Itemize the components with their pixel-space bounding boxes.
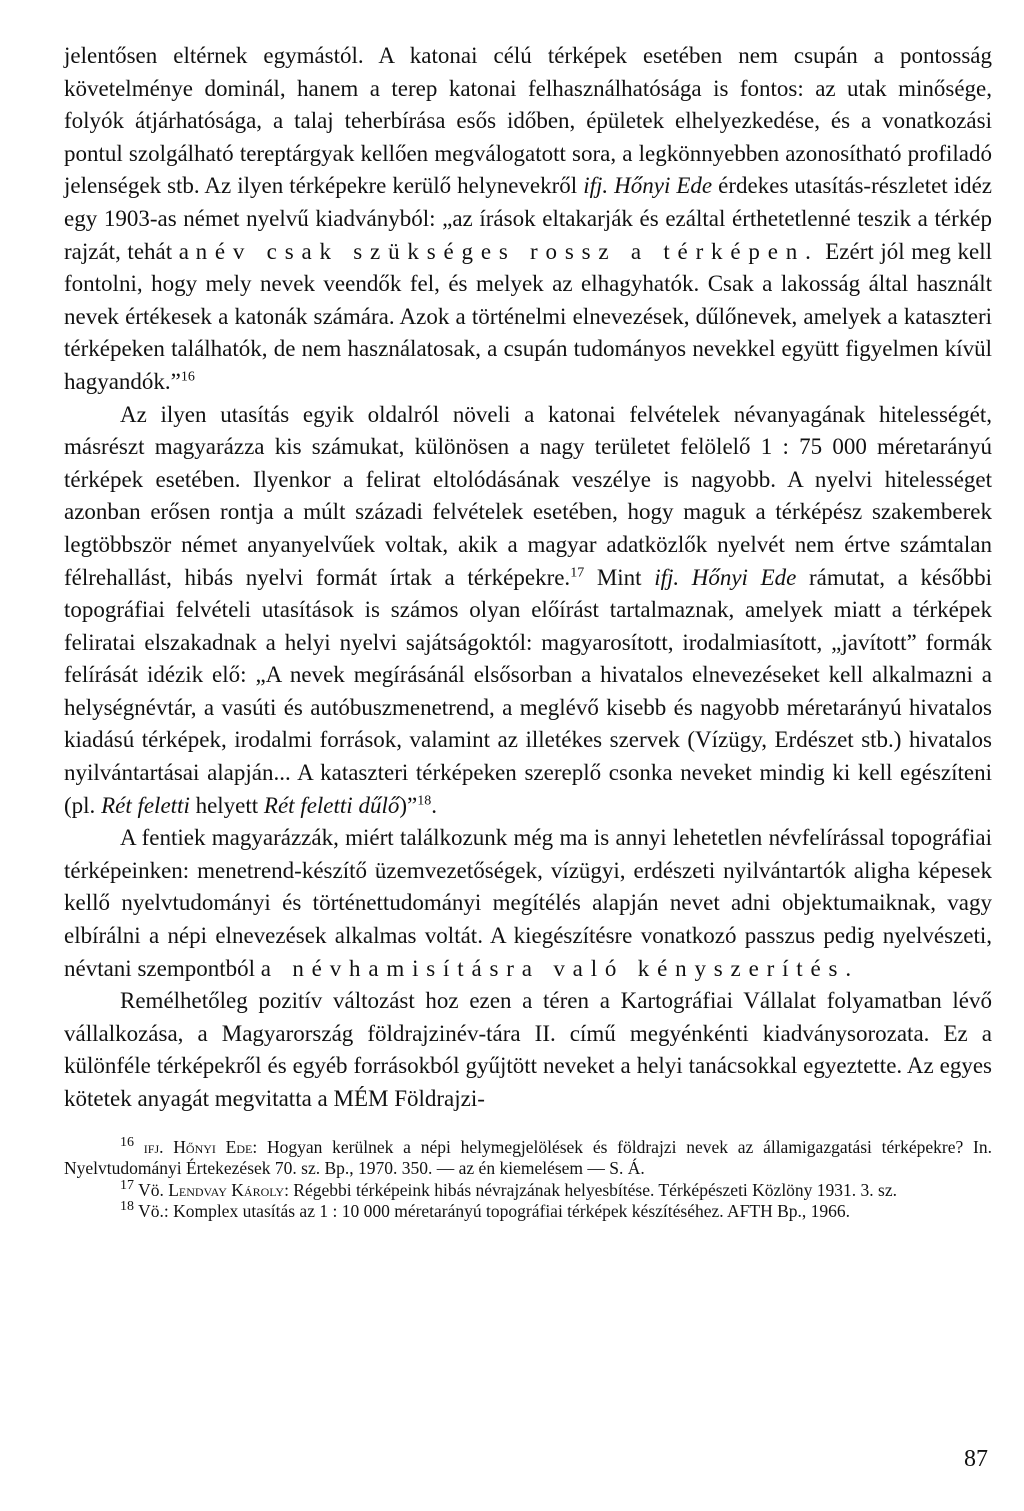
- footnote-prefix: Vö.: [138, 1179, 169, 1200]
- footnote-17: [64, 1177, 992, 1202]
- footnote-18: [64, 1201, 992, 1223]
- footnote-number: 18: [120, 1199, 134, 1215]
- main-text: [64, 40, 992, 1116]
- paragraph-1: [64, 40, 992, 399]
- footnote-text: Vö.: Komplex utasítás az 1 : 10 000 méretarányú topográfiai térképek készítéséhez. AFTH Bp., 1966.: [138, 1201, 851, 1222]
- footnote-text: : Hogyan kerülnek a népi helymegjelölések és földrajzi nevek az államigazgatási térképekre? In. Nyelvtudományi Értekezések 70. sz. Bp., 1970. 350. — az én kiemelésem — S. Á.: [64, 1136, 992, 1179]
- author-name: ifj. Hőnyi Ede: [654, 564, 797, 590]
- emphasized-text: a névhamisításra való kényszerítés.: [260, 955, 859, 981]
- emphasized-text: név csak szükséges rossz a térképen.: [195, 238, 819, 264]
- paragraph-2: [64, 399, 992, 823]
- page-number: 87: [964, 1446, 988, 1472]
- text-run: Remélhetőleg pozitív változást hoz ezen a téren a Kartográfiai Vállalat folyamatban lévő vállalkozása, a Magyarország földrajzinév-tára II. című megyénkénti kiadványsorozata. Ez a különféle térképekről és egyéb forrásokból gyűjtött neveket a helyi tanácsokkal egyeztette. Az egyes kötetek anyagát megvitatta a MÉM Földrajzi-: [64, 988, 992, 1111]
- text-run: A fentiek magyarázzák, miért találkozunk még ma is annyi lehetetlen névfelírással topográfiai térképeinken: menetrend-készítő üzemvezetőségek, vízügyi, erdészeti nyilvántartók aligha képesek kellő nyelvtudományi és történettudományi megítélés alapján nevet adni objektumaiknak, vagy elbírálni a népi elnevezések alkalmas voltát. A kiegészítésre vonatkozó passzus pedig nyelvészeti, névtani szempontból: [64, 825, 992, 981]
- author-name: ifj. Hőnyi Ede: [583, 173, 713, 199]
- paragraph-4: [64, 985, 992, 1115]
- footnote-author: Lendvay Károly: [168, 1179, 285, 1200]
- text-run: Ezért jól meg kell fontolni, hogy mely nevek veendők fel, és melyek az elhagyhatók. Csak a lakosság által használt nevek értékesek a katonák számára. Azok a történelmi elnevezések, dűlőnevek, amelyek a kataszteri térképeken találhatók, de nem használatosak, a csupán tudományos nevekkel együtt figyelmen kívül hagyandók.”: [64, 238, 992, 394]
- text-run: jelentősen eltérnek egymástól. A katonai célú térképek esetében nem csupán a pontosság követelménye dominál, hanem a terep katonai felhasználhatósága is fontos: az utak minősége, folyók átjárhatósága, a talaj teherbírása esős időben, épületek elhelyezkedése, és a vonatkozási pontul szolgálható tereptárgyak kellően megválogatott sora, a legkönnyebben azonosítható profiladó jelenségek stb. Az ilyen térképekre kerülő helynevekről: [64, 43, 992, 199]
- footnote-number: 17: [120, 1177, 134, 1193]
- footnote-author: ifj. Hőnyi Ede: [143, 1136, 253, 1157]
- paragraph-3: [64, 822, 992, 985]
- text-run: rámutat, a későbbi topográfiai felvételi utasítások is számos olyan előírást tartalmaznak, amelyek miatt a térképek feliratai elszakadnak a helyi nyelvi sajátságoktól: magyarosított, irodalmiasított, „javított” formák felírását idézik elő: „A nevek megírásánál elsősorban a hivatalos elnevezéseket kell alkalmazni a helységnévtár, a vasúti és autóbuszmenetrend, a meglévő kisebb és nagyobb méretarányú hivatalos kiadású térképek, irodalmi források, valamint az illetékes szervek (Vízügy, Erdészet stb.) hivatalos nyilvántartásai alapján... A kataszteri térképeken szereplő csonka neveket mindig ki kell egészíteni (pl.: [64, 564, 992, 818]
- text-run: Az ilyen utasítás egyik oldalról növeli a katonai felvételek névanyagának hitelességét, másrészt magyarázza kis számukat, különösen a nagy területet felölelő 1 : 75 000 méretarányú térképek esetében. Ilyenkor a felirat eltolódásának veszélye is nagyobb. A nyelvi hitelességet azonban erősen rontja a múlt századi felvételek esetében, hogy maguk a térképész szakemberek legtöbbször német anyanyelvűek voltak, akik a magyar adatközlők nyelvét nem értve számtalan félrehallást, hibás nyelvi formát írtak a térképekre.: [64, 401, 992, 590]
- footnote-ref-18: 18: [417, 793, 432, 808]
- footnotes: [64, 1134, 992, 1223]
- footnote-ref-16: 16: [180, 369, 195, 385]
- footnote-ref-17: 17: [570, 564, 585, 580]
- footnote-text: : Régebbi térképeink hibás névrajzának helyesbítése. Térképészeti Közlöny 1931. 3. sz.: [284, 1179, 898, 1200]
- text-run: Mint: [584, 564, 655, 590]
- page-content: [64, 40, 992, 1223]
- footnote-number: 16: [120, 1134, 134, 1150]
- footnote-16: [64, 1134, 992, 1180]
- text-run: .: [431, 792, 437, 818]
- example-name: Rét feletti dűlő: [263, 792, 400, 818]
- example-name: Rét feletti: [101, 792, 190, 818]
- text-run: helyett: [189, 792, 264, 818]
- text-run: )”: [399, 792, 418, 818]
- text-run: érdekes utasítás-részletet idéz egy 1903-as német nyelvű kiadványból: „az írások eltakarják és ezáltal érthetetlenné teszik a térkép rajzát, tehát a: [64, 173, 993, 264]
